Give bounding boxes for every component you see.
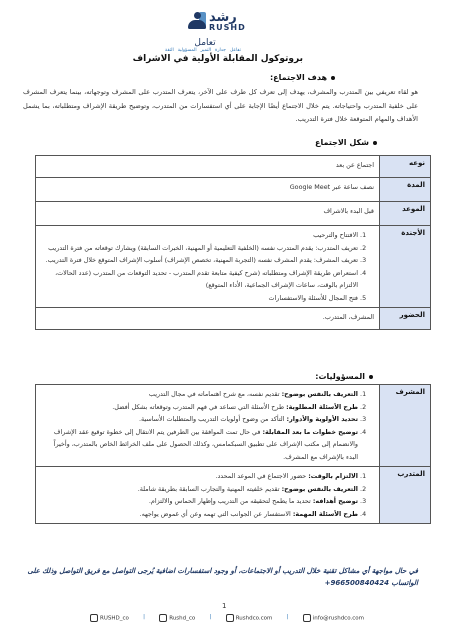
agenda-item: 3. تعريف المشرف: يقدم المشرف نفسه (التجربة المهنية، تخصص الإشراف) أسلوب الإشراف المتوقع خلال فترة التدريب. [41,254,358,267]
item-key: التعريف بالنفس بوضوح: [281,484,358,493]
logo-english: RUSHD [209,22,246,32]
duration-label: المدة [380,178,431,202]
supervisor-responsibilities [36,385,380,467]
agenda-item: 2. تعريف المتدرب: يقدم المتدرب نفسه (الخلفية التعليمية أو المهنية، الخبرات السابقة) ويشارك توقعاته من فترة التدريب [41,242,358,255]
separator: | [286,614,289,620]
attendees-value: المشرف، المتدرب. [36,308,380,330]
item-text: تقديم نفسه، مع شرح اهتماماته في مجال التدريب [148,390,282,398]
table-row [36,467,431,524]
agenda-item: 1. الافتتاح والترحيب [41,229,358,242]
list-item [41,426,358,464]
page-number: 1 [222,602,227,610]
item-key: طرح الأسئلة المطلوبة: [286,402,358,411]
goal-heading [270,73,335,82]
value-item: التميز [200,48,212,53]
bullet-icon [331,76,335,80]
agenda-list [41,229,374,304]
footer-x[interactable] [90,614,129,622]
table-row [36,308,431,330]
value-item: المسؤولية [177,48,197,53]
item-text: التأكد من وضوح أولويات التدريب والمتطلبات الأساسية. [138,415,287,423]
responsibilities-heading [315,372,373,381]
logo-values [148,48,258,53]
x-handle: RUSHD_co [100,615,129,622]
date-value: قبل البدء بالاشراف [36,202,380,226]
goal-title: هدف الاجتماع: [269,73,327,82]
bullet-icon [369,375,373,379]
separator: | [209,614,212,620]
logo-tagline: تعامل [194,38,216,48]
agenda-item: 4. استعراض طريقة الإشراف ومتطلباته (شرح كيفية متابعة تقدم المتدرب - تحديد التوقعات من المتدرب (عدد الحالات، الالتزام بالوقت، ساعات الإشراف الجماعية، الأداء المتوقع) [41,267,358,292]
list-item [41,470,358,483]
item-text: تقديم خلفيته المهنية والتجارب السابقة بطريقة شاملة. [137,484,282,493]
list-item [41,388,358,401]
footer-email[interactable] [303,614,364,622]
bullet-icon [373,141,377,145]
list-item [41,483,358,496]
attendees-label: الحضور [380,308,431,330]
trainee-list [41,470,374,520]
email-address: info@rushdco.com [312,615,364,622]
table-row [36,178,431,202]
item-text: الاستفسار عن الجوانب التي تهمه وعن أي غموض يواجهه. [139,509,293,518]
meeting-format-table [35,155,431,330]
support-note: في حال مواجهة أي مشاكل تقنية خلال التدريب أو الاجتماعات، أو وجود استفسارات اضافية يُرجى التواصل مع فريق التواصل وذلك على الواتساب 966500840424+ [27,567,418,587]
logo-icon [188,12,206,30]
item-text: تحديد ما يطمح لتحقيقه من التدريب وإظهار الحماس والالتزام. [148,497,313,505]
item-key: الالتزام بالوقت: [308,472,358,480]
agenda-item: 5. فتح المجال للأسئلة والاستفسارات [41,292,358,305]
item-text: حضور الاجتماع في الموعد المحدد. [215,472,309,480]
list-item [41,508,358,521]
duration-value: نصف ساعة عبر Google Meet [36,178,380,202]
company-logo [188,6,248,36]
value-item: جدارة [215,48,226,53]
list-item [41,495,358,508]
item-key: التعريف بالنفس بوضوح: [281,390,358,398]
list-item [41,413,358,426]
logo-arabic: رشد [209,9,237,25]
footer-web[interactable] [226,614,273,622]
responsibilities-table [35,384,431,524]
item-key: توضيح أهدافه: [312,497,358,505]
table-row [36,385,431,467]
instagram-icon [159,614,167,622]
website: Rushdco.com [235,615,273,622]
date-label: الموعد [380,202,431,226]
supervisor-list [41,388,374,463]
x-icon [90,614,98,622]
table-row [36,156,431,178]
value-item: تفاعل [229,48,241,53]
goal-paragraph: هو لقاء تعريفي بين المتدرب والمشرف، يهدف إلى تعرف كل طرف على الآخر، يتعرف المتدرب على المشرف وتوجهاته، بينما يتعرف المشرف على خلفية المتدرب واحتياجاته. يتم خلال الاجتماع أيضًا الإجابة على أي استفسارات من المتدرب، وتوضيح طريقة الإشراف ومتطلباته، بما يشمل الأهداف والمهام المتوقعة خلال فترة التدريب. [23,88,418,123]
type-value: اجتماع عن بعد [36,156,380,178]
instagram-handle: Rushd_co [169,615,196,622]
agenda-label: الأجندة [380,226,431,308]
item-text: في حال تمت الموافقة بين الطرفين يتم الانتقال إلى خطوة توقيع عقد الإشراف والانضمام إلى مكتب الإشراف على تطبيق السبكمامس، وكذلك الحصول على ملف الخرائط الخاص بالمتدرب، وأخيراً البدء بالإشراف مع المشرف. [53,427,358,461]
table-row [36,226,431,308]
document-title: بروتوكول المقابلة الأولية في الاشراف [132,54,303,64]
globe-icon [226,614,234,622]
item-key: توضيح خطوات ما بعد المقابلة: [262,427,358,436]
separator: | [143,614,145,620]
format-title: شكل الاجتماع [314,138,369,147]
format-heading [315,138,377,147]
mail-icon [303,614,311,622]
agenda-value [36,226,380,308]
trainee-label: المتدرب [380,467,431,524]
table-row [36,202,431,226]
value-item: الثقة [165,48,174,53]
footer-contacts [90,614,364,622]
supervisor-label: المشرف [380,385,431,467]
item-key: تحديد الأولوية والأدوار: [286,415,358,423]
type-label: نوعه [380,156,431,178]
responsibilities-title: المسؤوليات: [315,372,365,381]
item-key: طرح الأسئلة المهمة: [292,509,358,518]
trainee-responsibilities [36,467,380,524]
footer-instagram[interactable] [159,614,195,622]
list-item [41,401,358,414]
item-text: طرح الأسئلة التي تساعد في فهم المتدرب وتوقعاته بشكل أفضل. [112,402,287,411]
